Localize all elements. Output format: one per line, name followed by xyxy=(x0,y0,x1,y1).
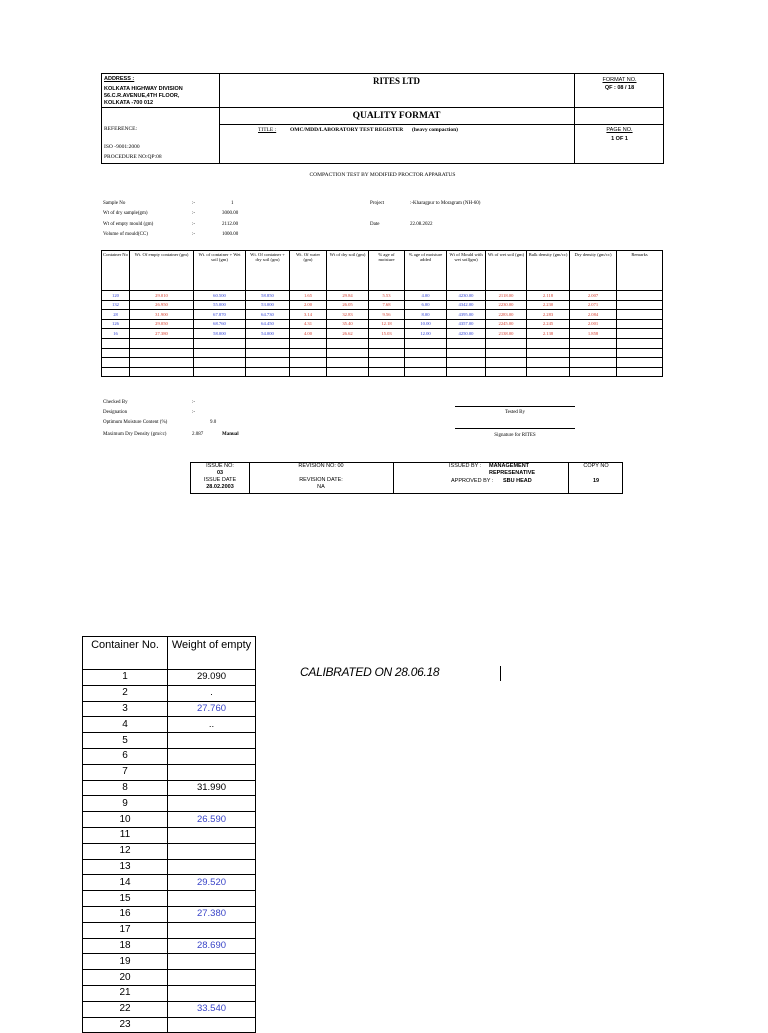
compaction-table xyxy=(101,250,663,377)
container-number: 6 xyxy=(83,748,168,764)
table-cell: 4.00 xyxy=(405,291,447,301)
table-cell: 4.00 xyxy=(290,329,327,339)
table-cell xyxy=(102,358,130,368)
company-name: RITES LTD xyxy=(373,76,420,86)
table-cell: 4395.00 xyxy=(447,310,486,320)
table-cell: 4342.00 xyxy=(447,300,486,310)
table-cell: 26.05 xyxy=(327,300,369,310)
column-header: % age of moisture xyxy=(369,251,405,291)
table-cell xyxy=(617,358,663,368)
table-cell: 53.000 xyxy=(246,300,290,310)
list-item xyxy=(83,875,256,891)
table-cell xyxy=(369,338,405,348)
table-cell: 4.31 xyxy=(290,319,327,329)
table-cell: 2230.00 xyxy=(486,300,527,310)
list-item xyxy=(83,906,256,922)
container-weight xyxy=(168,764,256,780)
table-cell: 7.68 xyxy=(369,300,405,310)
table-cell: 2.138 xyxy=(527,329,570,339)
container-number: 1 xyxy=(83,670,168,686)
table-cell xyxy=(369,348,405,358)
table-cell: 27.380 xyxy=(130,329,194,339)
procedure-no: PROCEDURE NO:QP:08 xyxy=(104,154,162,160)
container-weight xyxy=(168,891,256,907)
list-item xyxy=(83,780,256,796)
omc-label: Optimum Moisture Content (%) xyxy=(103,420,168,425)
table-cell: 16 xyxy=(102,329,130,339)
issued-by: MANAGEMENT xyxy=(489,463,530,469)
table-cell xyxy=(447,367,486,377)
table-row xyxy=(102,329,663,339)
table-cell xyxy=(617,319,663,329)
date-value: 22.08.2022 xyxy=(410,222,433,227)
container-table-header xyxy=(83,637,256,670)
separator: :- xyxy=(192,201,196,206)
column-header: % age of moisture added xyxy=(405,251,447,291)
list-item xyxy=(83,922,256,938)
table-cell xyxy=(527,358,570,368)
page-no-label: PAGE NO. xyxy=(606,127,633,133)
table-cell xyxy=(130,348,194,358)
table-cell: 5.53 xyxy=(369,291,405,301)
table-cell: 2.230 xyxy=(527,300,570,310)
address-line: KOLKATA -700 012 xyxy=(104,100,154,106)
table-cell: 132 xyxy=(102,300,130,310)
separator: :- xyxy=(192,222,196,227)
tested-by-line xyxy=(455,406,575,407)
table-cell xyxy=(369,367,405,377)
revision-block xyxy=(190,462,623,494)
table-cell: 12.18 xyxy=(369,319,405,329)
table-cell xyxy=(290,348,327,358)
issue-date-label: ISSUE DATE xyxy=(203,477,237,483)
table-cell: 29.84 xyxy=(327,291,369,301)
revision-no-label: REVISION NO: 00 xyxy=(298,463,344,469)
container-number: 20 xyxy=(83,970,168,986)
table-cell: 60.500 xyxy=(194,291,246,301)
approved-by-label: APPROVED BY : xyxy=(451,478,494,484)
table-cell xyxy=(405,367,447,377)
table-cell: 2.245 xyxy=(527,319,570,329)
empty-mould-value: 2112.00 xyxy=(222,222,239,227)
table-cell xyxy=(447,348,486,358)
table-cell: 4250.00 xyxy=(447,329,486,339)
container-number: 15 xyxy=(83,891,168,907)
column-header: Dry density (gm/cc) xyxy=(570,251,617,291)
list-item xyxy=(83,954,256,970)
table-cell xyxy=(327,338,369,348)
table-cell: 2.084 xyxy=(570,310,617,320)
table-cell xyxy=(246,348,290,358)
container-weight: 29.520 xyxy=(168,875,256,891)
container-number: 23 xyxy=(83,1017,168,1033)
table-cell xyxy=(617,310,663,320)
table-cell: 126 xyxy=(102,319,130,329)
table-cell xyxy=(327,358,369,368)
container-weight xyxy=(168,827,256,843)
table-cell xyxy=(246,338,290,348)
table-cell xyxy=(405,358,447,368)
list-item xyxy=(83,970,256,986)
register-title-note: (heavy compaction) xyxy=(412,127,458,133)
column-header: Wt of Mould with wet soil(gm) xyxy=(447,251,486,291)
project-label: Project xyxy=(370,201,385,206)
table-cell xyxy=(570,367,617,377)
test-title: COMPACTION TEST BY MODIFIED PROCTOR APPARATUS xyxy=(309,172,456,178)
container-weight xyxy=(168,843,256,859)
mdd-value: 2.087 xyxy=(192,432,204,437)
container-weight xyxy=(168,985,256,1001)
table-row xyxy=(102,291,663,301)
signature-label: Signature for RITES xyxy=(494,433,536,438)
table-cell: 2.007 xyxy=(570,291,617,301)
text-cursor xyxy=(500,666,501,681)
volume-value: 1000.00 xyxy=(222,232,239,237)
table-cell xyxy=(194,348,246,358)
container-weight-table xyxy=(82,636,256,1033)
container-number: 2 xyxy=(83,685,168,701)
table-cell xyxy=(486,348,527,358)
container-weight xyxy=(168,733,256,749)
container-number: 9 xyxy=(83,796,168,812)
list-item xyxy=(83,701,256,717)
container-number: 4 xyxy=(83,717,168,733)
container-number: 13 xyxy=(83,859,168,875)
table-cell: 55.000 xyxy=(194,300,246,310)
container-weight: 27.760 xyxy=(168,701,256,717)
designation-label: Designation xyxy=(103,410,128,415)
table-cell xyxy=(486,367,527,377)
table-cell: 120 xyxy=(102,291,130,301)
separator: :- xyxy=(192,232,196,237)
column-header: Container No xyxy=(102,251,130,291)
sample-no-label: Sample No xyxy=(103,201,126,206)
list-item xyxy=(83,843,256,859)
container-weight xyxy=(168,859,256,875)
table-cell: 9.56 xyxy=(369,310,405,320)
omc-value: 9.0 xyxy=(210,420,217,425)
table-cell: 64.730 xyxy=(246,310,290,320)
table-cell xyxy=(570,358,617,368)
table-row xyxy=(102,310,663,320)
table-cell xyxy=(447,338,486,348)
column-header: Wt of dry soil (gm) xyxy=(327,251,369,291)
table-cell: 15.03 xyxy=(369,329,405,339)
list-item xyxy=(83,1017,256,1033)
table-cell xyxy=(102,367,130,377)
list-item xyxy=(83,796,256,812)
table-row xyxy=(102,367,663,377)
container-weight: . xyxy=(168,685,256,701)
format-no-label: FORMAT NO. xyxy=(602,77,637,83)
container-number: 12 xyxy=(83,843,168,859)
address-label: ADDRESS : xyxy=(104,76,135,82)
table-cell: 4357.00 xyxy=(447,319,486,329)
table-cell xyxy=(527,348,570,358)
table-cell: 28 xyxy=(102,310,130,320)
table-cell: 2.118 xyxy=(527,291,570,301)
revision-date: NA xyxy=(317,484,325,490)
container-number: 21 xyxy=(83,985,168,1001)
revision-date-label: REVISION DATE: xyxy=(299,477,343,483)
issued-by-label: ISSUED BY : xyxy=(449,463,482,469)
table-cell: 2283.00 xyxy=(486,310,527,320)
project-value: :-Kharagpur to Moragram (NH-60) xyxy=(410,201,481,206)
table-row xyxy=(102,300,663,310)
table-cell: 3.14 xyxy=(290,310,327,320)
table-cell xyxy=(527,338,570,348)
issue-no-label: ISSUE NO: xyxy=(206,463,234,469)
table-cell xyxy=(447,358,486,368)
column-header: Wt. of container + Wet soil (gm) xyxy=(194,251,246,291)
table-cell: 58.850 xyxy=(246,291,290,301)
container-number: 22 xyxy=(83,1001,168,1017)
date-label: Date xyxy=(370,222,380,227)
list-item xyxy=(83,985,256,1001)
quality-format-title: QUALITY FORMAT xyxy=(352,111,441,121)
table-cell xyxy=(290,367,327,377)
container-number: 5 xyxy=(83,733,168,749)
list-item xyxy=(83,764,256,780)
table-cell xyxy=(246,358,290,368)
container-number: 18 xyxy=(83,938,168,954)
table-row xyxy=(102,338,663,348)
container-number: 19 xyxy=(83,954,168,970)
page-no: 1 OF 1 xyxy=(611,136,628,142)
table-cell: 32.83 xyxy=(327,310,369,320)
table-cell xyxy=(405,348,447,358)
container-weight xyxy=(168,970,256,986)
volume-label: Volume of mould(CC) xyxy=(103,232,148,237)
issue-no: 03 xyxy=(216,470,224,476)
table-cell xyxy=(194,367,246,377)
container-weight: 27.380 xyxy=(168,906,256,922)
table-cell: 8.00 xyxy=(405,310,447,320)
table-cell: 6.00 xyxy=(405,300,447,310)
table-cell xyxy=(527,367,570,377)
list-item xyxy=(83,670,256,686)
table-cell xyxy=(327,367,369,377)
dry-sample-value: 3000.00 xyxy=(222,211,239,216)
copy-no-label: COPY NO xyxy=(583,463,609,469)
table-cell: 10.00 xyxy=(405,319,447,329)
table-cell: 26.950 xyxy=(130,300,194,310)
table-cell: 2138.00 xyxy=(486,329,527,339)
table-cell: 2118.00 xyxy=(486,291,527,301)
divider xyxy=(393,463,394,493)
column-header: Wt. Of empty container (gm) xyxy=(130,251,194,291)
container-number: 16 xyxy=(83,906,168,922)
container-weight: .. xyxy=(168,717,256,733)
table-cell: 2.001 xyxy=(570,319,617,329)
table-cell: 2.283 xyxy=(527,310,570,320)
table-cell xyxy=(102,348,130,358)
dry-sample-label: Wt of dry sample(gm) xyxy=(103,211,148,216)
table-cell xyxy=(290,338,327,348)
table-cell xyxy=(486,358,527,368)
container-number: 7 xyxy=(83,764,168,780)
table-row xyxy=(102,348,663,358)
reference-label: REFERENCE: xyxy=(104,126,138,132)
table-cell xyxy=(570,348,617,358)
list-item xyxy=(83,1001,256,1017)
format-no: QF : 08 / 18 xyxy=(604,85,635,91)
table-cell: 29.050 xyxy=(130,319,194,329)
register-title: OMC/MDD/LABORATORY TEST REGISTER xyxy=(290,127,404,133)
address-line: 56.C.R.AVENUE,4TH FLOOR, xyxy=(104,93,180,99)
table-cell xyxy=(290,358,327,368)
table-cell xyxy=(194,358,246,368)
table-cell: 1.858 xyxy=(570,329,617,339)
container-weight: 33.540 xyxy=(168,1001,256,1017)
container-weight xyxy=(168,1017,256,1033)
divider xyxy=(219,124,663,125)
copy-no: 19 xyxy=(592,478,600,484)
table-cell xyxy=(617,348,663,358)
container-no-header: Container No. xyxy=(83,637,168,670)
container-weight: 31.990 xyxy=(168,780,256,796)
table-cell xyxy=(617,300,663,310)
table-cell xyxy=(246,367,290,377)
container-number: 8 xyxy=(83,780,168,796)
title-label: TITLE : xyxy=(258,127,277,133)
iso-standard: ISO -9001:2000 xyxy=(104,144,140,150)
table-cell xyxy=(617,367,663,377)
table-cell: 54.000 xyxy=(246,329,290,339)
table-cell xyxy=(130,338,194,348)
calibration-note: CALIBRATED ON 28.06.18 xyxy=(300,665,440,679)
column-header: Bulk density (gm/cc) xyxy=(527,251,570,291)
container-number: 10 xyxy=(83,812,168,828)
list-item xyxy=(83,938,256,954)
table-row xyxy=(102,319,663,329)
column-header: Wt. Of container + dry soil (gm) xyxy=(246,251,290,291)
separator: :- xyxy=(192,211,196,216)
table-cell: 31.900 xyxy=(130,310,194,320)
table-cell xyxy=(617,291,663,301)
container-weight: 26.590 xyxy=(168,812,256,828)
table-cell: 2.071 xyxy=(570,300,617,310)
list-item xyxy=(83,685,256,701)
container-weight xyxy=(168,954,256,970)
issued-by-2: REPRESENATIVE xyxy=(489,470,536,476)
column-header: Wt. Of water (gm) xyxy=(290,251,327,291)
table-cell: 67.870 xyxy=(194,310,246,320)
list-item xyxy=(83,891,256,907)
approved-by: SBU HEAD xyxy=(503,478,532,484)
table-cell: 1.65 xyxy=(290,291,327,301)
table-cell xyxy=(102,338,130,348)
list-item xyxy=(83,812,256,828)
table-cell xyxy=(405,338,447,348)
table-cell xyxy=(570,338,617,348)
signature-line xyxy=(455,428,575,429)
header-block xyxy=(101,73,664,164)
container-number: 11 xyxy=(83,827,168,843)
container-number: 3 xyxy=(83,701,168,717)
table-cell xyxy=(617,329,663,339)
container-number: 14 xyxy=(83,875,168,891)
table-cell: 2.00 xyxy=(290,300,327,310)
mdd-label: Maximum Dry Density (gm/cc) xyxy=(103,432,167,437)
table-cell: 4230.00 xyxy=(447,291,486,301)
table-cell: 12.00 xyxy=(405,329,447,339)
table-row xyxy=(102,358,663,368)
table-cell: 64.450 xyxy=(246,319,290,329)
mdd-note: Manual xyxy=(222,432,239,437)
container-weight xyxy=(168,922,256,938)
designation-value: :- xyxy=(192,410,196,415)
table-cell xyxy=(327,348,369,358)
table-cell xyxy=(617,338,663,348)
table-cell xyxy=(369,358,405,368)
table-header-row xyxy=(102,251,663,291)
table-cell: 2245.00 xyxy=(486,319,527,329)
container-weight xyxy=(168,796,256,812)
address-line: KOLKATA HIGHWAY DIVISION xyxy=(104,86,183,92)
sample-no: 1 xyxy=(231,201,234,206)
column-header: Remarks xyxy=(617,251,663,291)
container-weight: 29.090 xyxy=(168,670,256,686)
table-cell: 68.760 xyxy=(194,319,246,329)
list-item xyxy=(83,733,256,749)
weight-empty-header: Weight of empty xyxy=(168,637,256,670)
table-cell: 58.000 xyxy=(194,329,246,339)
table-cell: 26.62 xyxy=(327,329,369,339)
issue-date: 28.02.2003 xyxy=(206,484,234,490)
divider xyxy=(102,107,663,108)
list-item xyxy=(83,717,256,733)
checked-by-value: :- xyxy=(192,400,196,405)
container-number: 17 xyxy=(83,922,168,938)
table-cell xyxy=(486,338,527,348)
checked-by-label: Checked By xyxy=(103,400,128,405)
table-cell: 35.40 xyxy=(327,319,369,329)
list-item xyxy=(83,859,256,875)
list-item xyxy=(83,748,256,764)
table-cell xyxy=(130,367,194,377)
empty-mould-label: Wt of empty mould (gm) xyxy=(103,222,154,227)
container-weight xyxy=(168,748,256,764)
table-cell: 29.010 xyxy=(130,291,194,301)
tested-by-label: Tested By xyxy=(504,410,526,415)
container-weight: 28.690 xyxy=(168,938,256,954)
table-cell xyxy=(130,358,194,368)
table-cell xyxy=(194,338,246,348)
list-item xyxy=(83,827,256,843)
column-header: Wt of wet soil (gm) xyxy=(486,251,527,291)
